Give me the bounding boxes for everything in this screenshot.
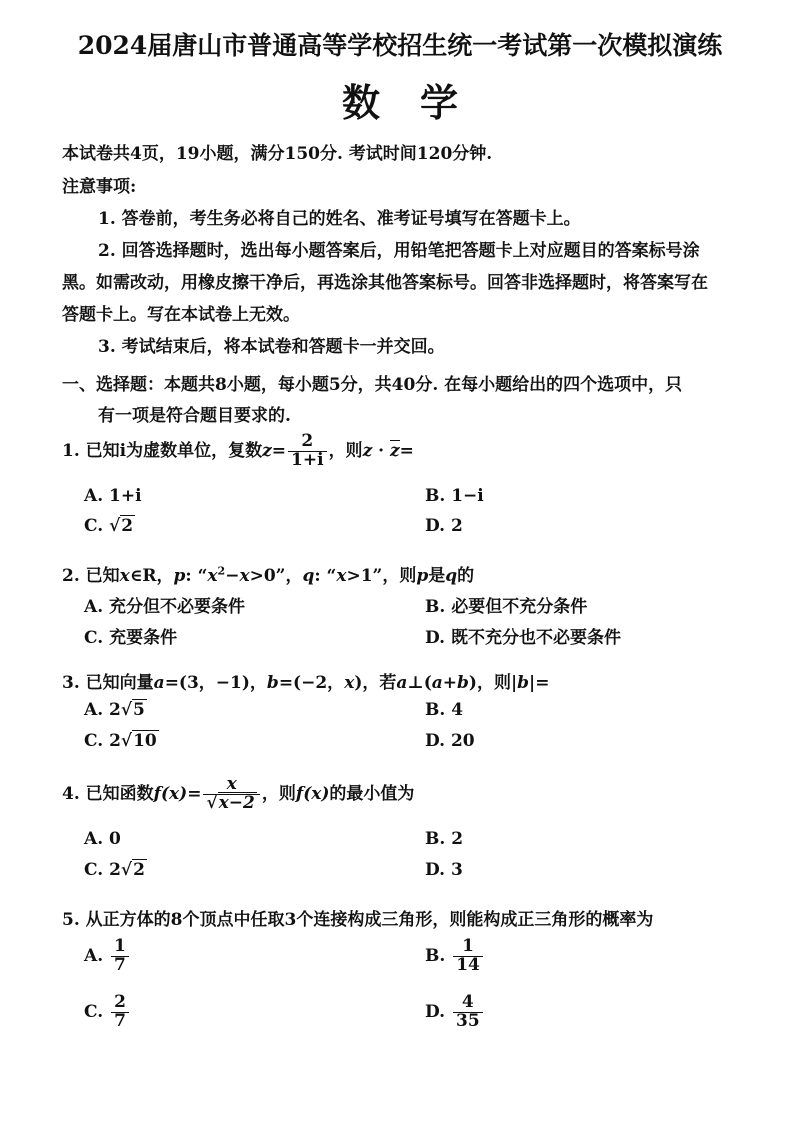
q4-prefix: 4. 已知函数: [62, 783, 154, 804]
q4-option-c-sqrt: √2: [120, 860, 145, 880]
q2-option-d: D. 既不充分也不必要条件: [425, 628, 621, 648]
intro-text: 本试卷共4页，19小题，满分150分. 考试时间120分钟.: [62, 144, 493, 164]
q1-dot: ·: [372, 440, 390, 461]
q4-option-d: D. 3: [425, 860, 463, 880]
q5-option-c-denominator: 7: [114, 1010, 126, 1031]
q3-close: )，则|: [468, 673, 518, 693]
q5-option-a-denominator: 7: [114, 954, 126, 975]
q1-z-conjugate: z: [389, 440, 400, 461]
q4-numerator: x: [203, 776, 259, 795]
q2-prefix: 2. 已知: [62, 566, 120, 586]
q3-b-value-1: =(−2，: [278, 673, 345, 693]
q2-p-close: >0”，: [249, 566, 303, 586]
q3-b-2: b: [457, 673, 469, 693]
q4-option-a: A. 0: [84, 829, 121, 849]
q4-denominator-sqrt: √x−2: [206, 792, 255, 813]
notice-item-2-line-1: 2. 回答选择题时，选出每小题答案后，用铅笔把答题卡上对应题目的答案标号涂: [98, 241, 700, 261]
question-1: [62, 433, 414, 470]
q1-option-d: D. 2: [425, 516, 463, 536]
q4-tail: 的最小值为: [329, 783, 415, 804]
q1-tail: =: [399, 440, 414, 461]
q2-option-a: A. 充分但不必要条件: [84, 597, 246, 617]
q5-option-b: [425, 938, 485, 975]
q2-exponent: 2: [217, 564, 226, 578]
q1-option-c-label: C.: [84, 516, 104, 536]
q1-numerator: 2: [288, 433, 327, 452]
q3-prefix: 3. 已知向量: [62, 673, 154, 693]
q1-denominator: 1+i: [291, 449, 324, 470]
exam-title: 2024届唐山市普通高等学校招生统一考试第一次模拟演练: [77, 31, 723, 60]
q3-option-a: [84, 700, 147, 720]
q1-equals: =: [271, 440, 287, 461]
section-1-instructions-line-1: 一、选择题：本题共8小题，每小题5分，共40分. 在每小题给出的四个选项中，只: [62, 375, 683, 395]
q2-minus: −: [225, 566, 240, 586]
q3-option-a-sqrt: √5: [120, 700, 145, 720]
q5-option-d: [425, 994, 485, 1031]
q5-option-d-label: D.: [425, 1001, 446, 1022]
question-5: 5. 从正方体的8个顶点中任取3个连接构成三角形，则能构成正三角形的概率为: [62, 910, 654, 930]
q4-fraction: [203, 776, 259, 813]
q4-fx-2: f(x): [295, 783, 330, 804]
q3-plus: +: [442, 673, 458, 693]
q3-a: a: [153, 673, 165, 693]
q4-option-c-label: C. 2: [84, 860, 121, 880]
q1-z-2: z: [362, 440, 373, 461]
notice-item-2-line-3: 答题卡上。写在本试卷上无效。: [62, 305, 300, 325]
q2-x: x: [119, 566, 130, 586]
q5-option-a: [84, 938, 131, 975]
question-3: [62, 668, 549, 693]
q2-p-2: p: [416, 566, 429, 586]
q5-option-d-denominator: 35: [455, 1010, 480, 1031]
notice-item-3: 3. 考试结束后，将本试卷和答题卡一并交回。: [98, 337, 445, 357]
q4-fx: f(x): [153, 783, 188, 804]
q3-option-c-sqrt: √10: [120, 731, 157, 751]
q5-option-a-numerator: 1: [111, 938, 129, 957]
section-1-instructions-line-2: 有一项是符合题目要求的.: [98, 406, 291, 426]
q4-equals: =: [187, 783, 202, 804]
q3-tail: |=: [529, 673, 550, 693]
q2-q: q: [302, 566, 315, 586]
q4-option-c-radicand: 2: [133, 860, 145, 880]
subject-title: 数学: [341, 80, 498, 125]
q3-option-c-label: C. 2: [84, 731, 121, 751]
q1-option-b: B. 1−i: [425, 486, 484, 506]
q2-is: 是: [428, 566, 446, 586]
q4-option-c: [84, 860, 147, 880]
q2-in-r: ∈R，: [129, 566, 174, 586]
q2-x-3: x: [239, 566, 250, 586]
q3-option-c-radicand: 10: [133, 731, 157, 751]
q3-perp: ⊥(: [407, 673, 432, 693]
q3-a-value: =(3，−1)，: [164, 673, 267, 693]
question-4: [62, 776, 414, 813]
q3-option-d: D. 20: [425, 731, 475, 751]
q1-option-a: A. 1+i: [84, 486, 142, 506]
q3-x: x: [344, 673, 355, 693]
q2-p: p: [173, 566, 186, 586]
q5-option-b-denominator: 14: [456, 954, 480, 975]
q2-option-c: C. 充要条件: [84, 628, 178, 648]
q5-option-b-numerator: 1: [453, 938, 483, 957]
question-2: [62, 561, 474, 586]
q4-denominator: [203, 792, 259, 813]
notice-item-2-line-2: 黑。如需改动，用橡皮擦干净后，再选涂其他答案标号。回答非选择题时，将答案写在: [62, 273, 708, 293]
q4-then: ，则: [261, 783, 296, 804]
q5-option-a-fraction: [111, 938, 129, 975]
q3-option-b: B. 4: [425, 700, 464, 720]
q3-b-value-2: )，若: [354, 673, 397, 693]
q2-de: 的: [457, 566, 475, 586]
q5-option-d-fraction: [453, 994, 483, 1031]
q3-option-a-radicand: 5: [133, 700, 145, 720]
notice-heading: 注意事项:: [62, 177, 137, 197]
notice-item-1: 1. 答卷前，考生务必将自己的姓名、准考证号填写在答题卡上。: [98, 209, 581, 229]
q1-then: ，则: [328, 440, 363, 461]
q3-a-2: a: [396, 673, 408, 693]
q3-option-a-label: A. 2: [84, 700, 121, 720]
q1-option-c: [84, 516, 135, 536]
q5-option-c-fraction: [111, 994, 129, 1031]
q3-b: b: [266, 673, 279, 693]
q5-option-c-label: C.: [84, 1001, 104, 1022]
q5-option-d-numerator: 4: [453, 994, 483, 1013]
q2-x-4: x: [336, 566, 347, 586]
q4-option-b: B. 2: [425, 829, 464, 849]
q2-x-squared-base: x: [207, 566, 218, 586]
q2-p-open: : “: [185, 566, 208, 586]
q1-option-c-sqrt: √2: [109, 516, 134, 536]
q3-option-c: [84, 731, 159, 751]
q1-fraction: [288, 433, 327, 470]
q1-prefix: 1. 已知i为虚数单位，复数: [62, 440, 263, 461]
q5-option-c-numerator: 2: [111, 994, 129, 1013]
q3-a-3: a: [431, 673, 443, 693]
q5-option-c: [84, 994, 131, 1031]
q1-option-c-radicand: 2: [121, 516, 134, 536]
q4-denominator-radicand: x−2: [218, 792, 255, 813]
q2-option-b: B. 必要但不充分条件: [425, 597, 588, 617]
q2-q-2: q: [445, 566, 458, 586]
q5-option-b-label: B.: [425, 945, 446, 966]
q5-option-a-label: A.: [84, 945, 104, 966]
q1-z: z: [262, 440, 272, 461]
q2-q-open: : “: [314, 566, 337, 586]
q2-q-close: >1”，则: [346, 566, 417, 586]
q5-option-b-fraction: [453, 938, 483, 975]
q3-b-3: b: [517, 673, 530, 693]
